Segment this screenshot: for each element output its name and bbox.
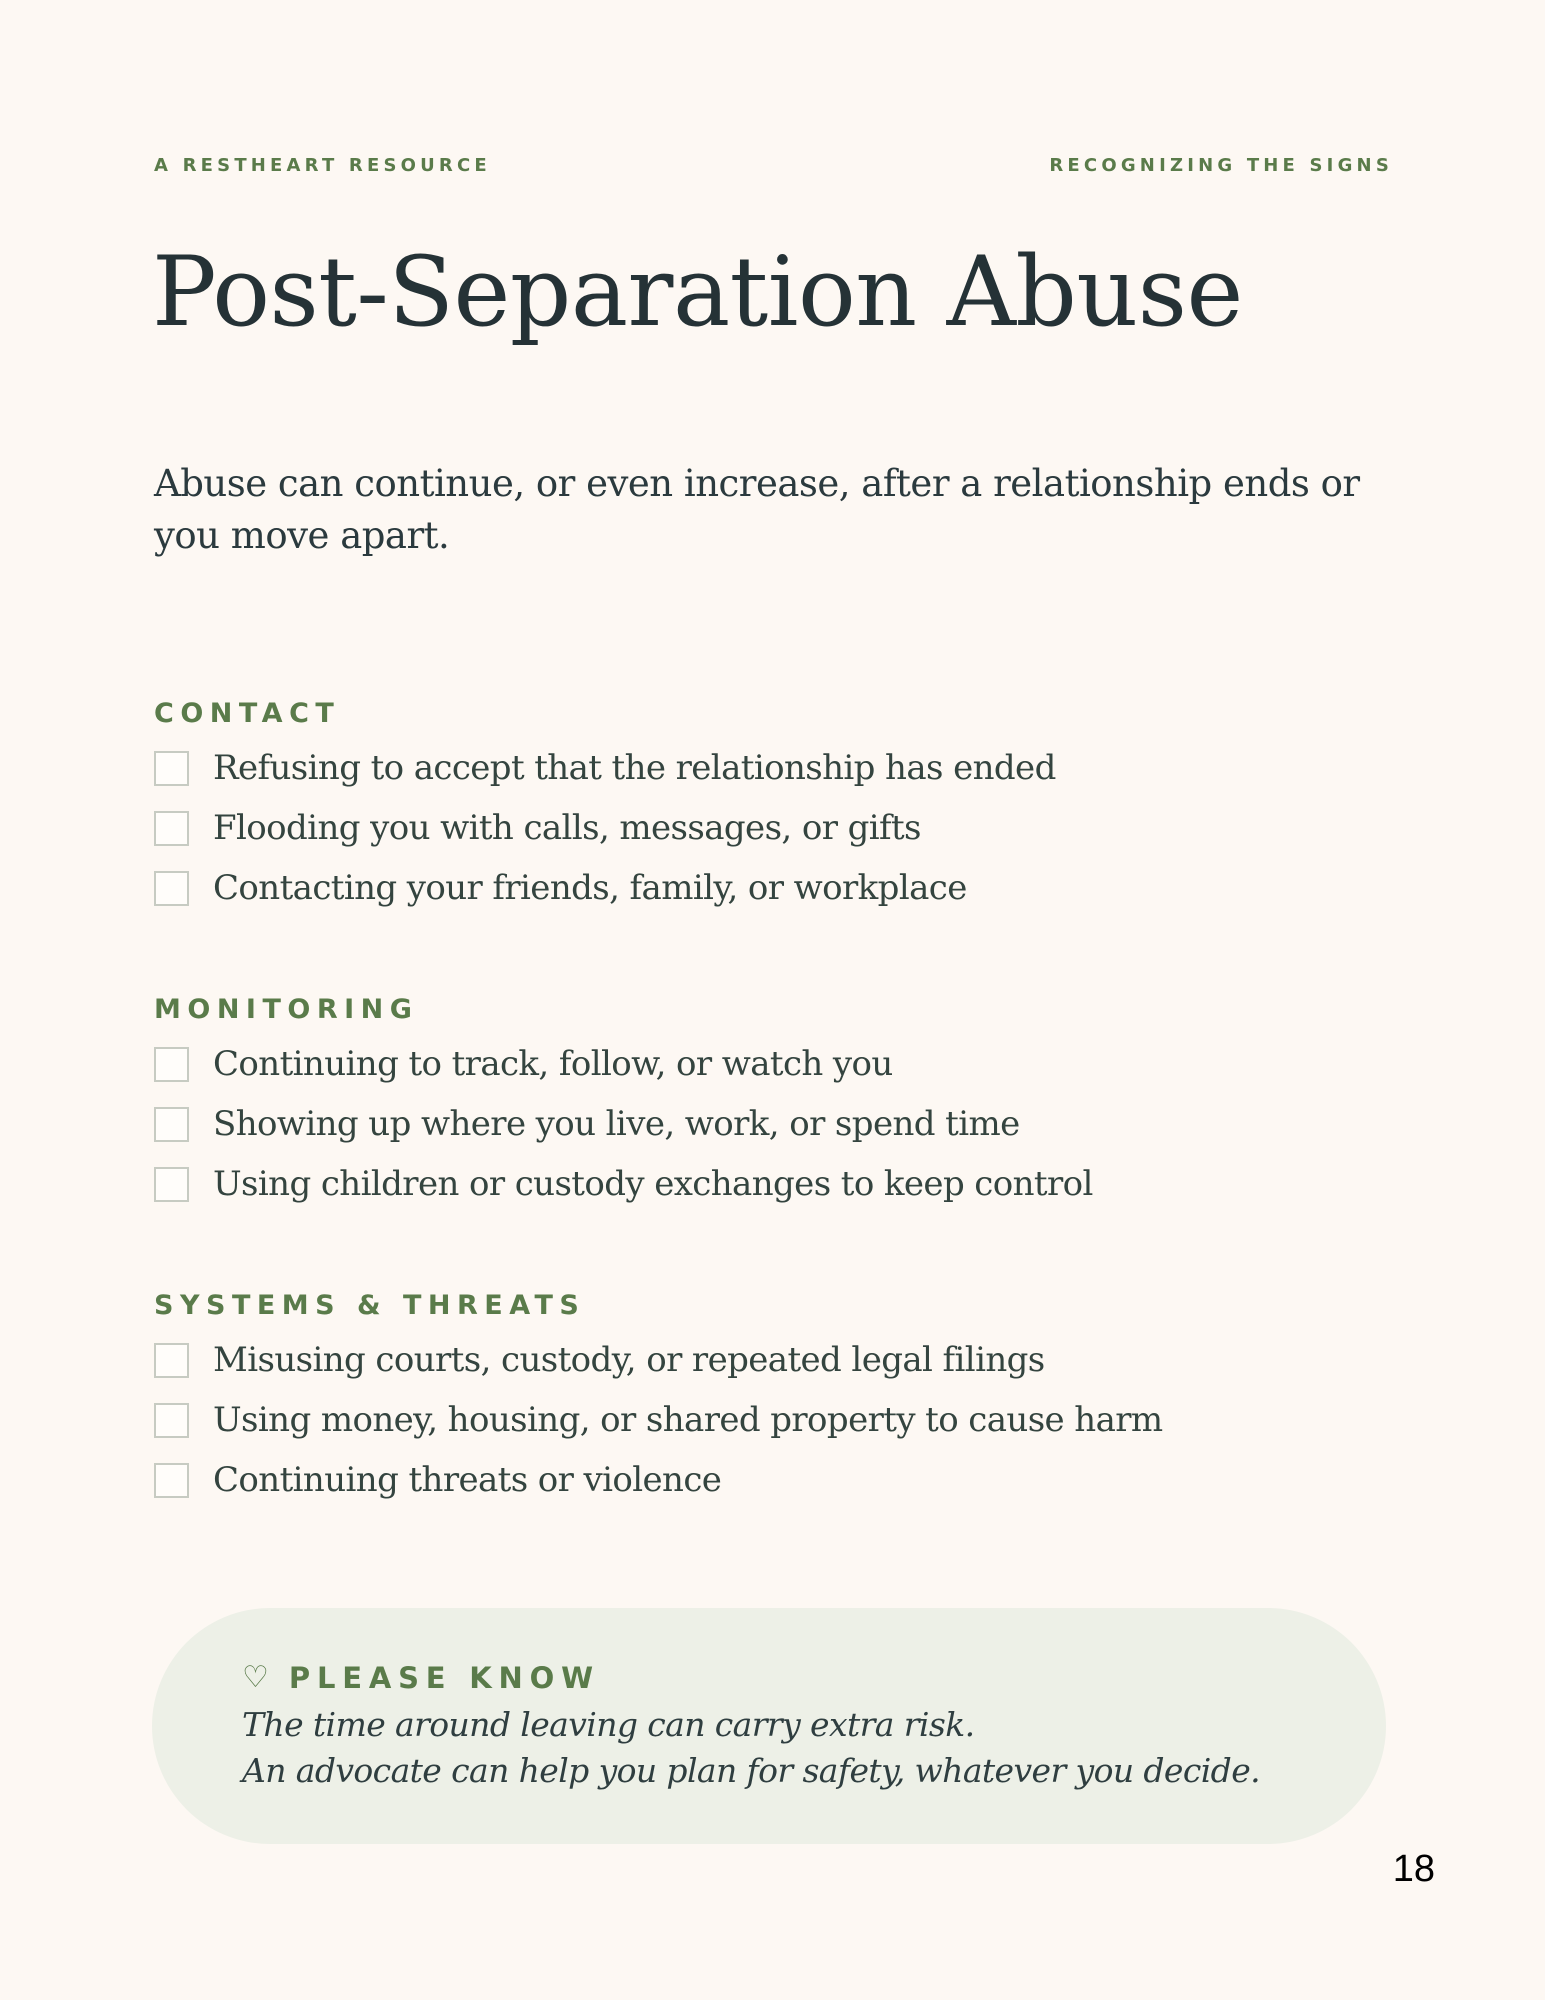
checklist-item: [154, 1330, 1394, 1390]
checkbox[interactable]: [154, 1343, 189, 1378]
section-monitoring: [154, 992, 1394, 1214]
checklist-item: [154, 1390, 1394, 1450]
header-resource-label: A RESTHEART RESOURCE: [154, 155, 491, 176]
checklist-item-label: Misusing courts, custody, or repeated legal filings: [213, 1340, 1045, 1380]
section-systems-threats: [154, 1288, 1394, 1510]
section-heading: SYSTEMS & THREATS: [154, 1290, 586, 1321]
checklist-item-label: Using children or custody exchanges to keep control: [213, 1164, 1093, 1204]
section-heading: MONITORING: [154, 994, 419, 1025]
checkbox[interactable]: [154, 1403, 189, 1438]
checklist-item: [154, 1094, 1394, 1154]
checkbox[interactable]: [154, 811, 189, 846]
checklist-item: [154, 1034, 1394, 1094]
checklist-item-label: Continuing threats or violence: [213, 1460, 722, 1500]
section-heading: CONTACT: [154, 698, 341, 729]
checklist-item-label: Using money, housing, or shared property to cause harm: [213, 1400, 1163, 1440]
callout-title: PLEASE KNOW: [288, 1661, 600, 1695]
callout-line: An advocate can help you plan for safety, whatever you decide.: [242, 1751, 1261, 1790]
checklist-item-label: Refusing to accept that the relationship has ended: [213, 748, 1056, 788]
checklist-item-label: Contacting your friends, family, or workplace: [213, 868, 967, 908]
please-know-callout: [152, 1608, 1386, 1844]
page-number: 18: [1392, 1848, 1435, 1890]
callout-heading-row: [242, 1658, 1386, 1698]
page-title: Post-Separation Abuse: [152, 236, 1243, 348]
checkbox[interactable]: [154, 1167, 189, 1202]
checklist-item-label: Flooding you with calls, messages, or gifts: [213, 808, 921, 848]
checklist-item: [154, 798, 1394, 858]
intro-text: Abuse can continue, or even increase, after a relationship ends or you move apart.: [154, 462, 1360, 557]
checklist-item: [154, 858, 1394, 918]
checkbox[interactable]: [154, 1463, 189, 1498]
checkbox[interactable]: [154, 1047, 189, 1082]
heart-outline-icon: ♡: [242, 1660, 269, 1695]
checklist-item: [154, 1450, 1394, 1510]
checkbox[interactable]: [154, 871, 189, 906]
checklist-item-label: Continuing to track, follow, or watch you: [213, 1044, 893, 1084]
checkbox[interactable]: [154, 751, 189, 786]
header-section-label: RECOGNIZING THE SIGNS: [1049, 155, 1393, 176]
checklist-item: [154, 1154, 1394, 1214]
callout-line: The time around leaving can carry extra risk.: [242, 1705, 975, 1744]
checkbox[interactable]: [154, 1107, 189, 1142]
checklist-item-label: Showing up where you live, work, or spend time: [213, 1104, 1020, 1144]
checklist-item: [154, 738, 1394, 798]
section-contact: [154, 696, 1394, 918]
